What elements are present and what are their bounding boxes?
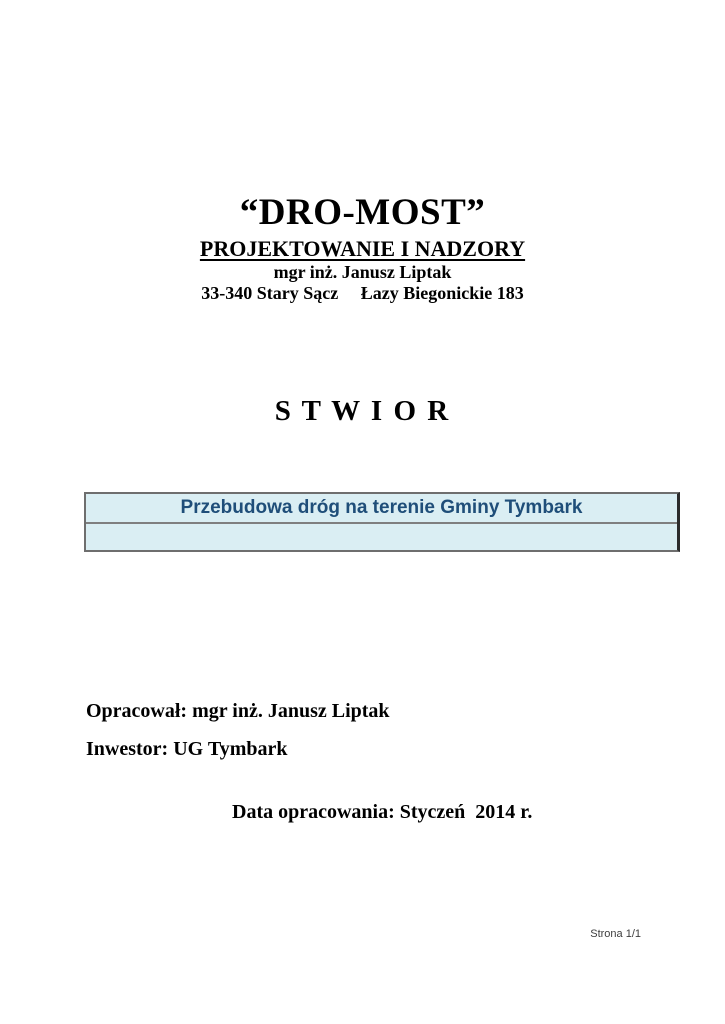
document-title: S T W I O R xyxy=(274,395,451,427)
company-address: 33-340 Stary Sącz Łazy Biegonickie 183 xyxy=(201,283,524,303)
page-number: Strona 1/1 xyxy=(590,928,641,940)
investor-line: Inwestor: UG Tymbark xyxy=(86,738,288,760)
letterhead xyxy=(0,190,725,304)
project-subtitle-row xyxy=(86,524,677,550)
author-line: Opracował: mgr inż. Janusz Liptak xyxy=(86,700,390,722)
date-line: Data opracowania: Styczeń 2014 r. xyxy=(232,801,533,823)
project-title-box xyxy=(84,492,680,552)
company-name: “DRO-MOST” xyxy=(239,192,486,233)
project-title: Przebudowa dróg na terenie Gminy Tymbark xyxy=(86,494,677,524)
company-subtitle: PROJEKTOWANIE I NADZORY xyxy=(199,236,526,261)
company-person: mgr inż. Janusz Liptak xyxy=(273,262,452,282)
